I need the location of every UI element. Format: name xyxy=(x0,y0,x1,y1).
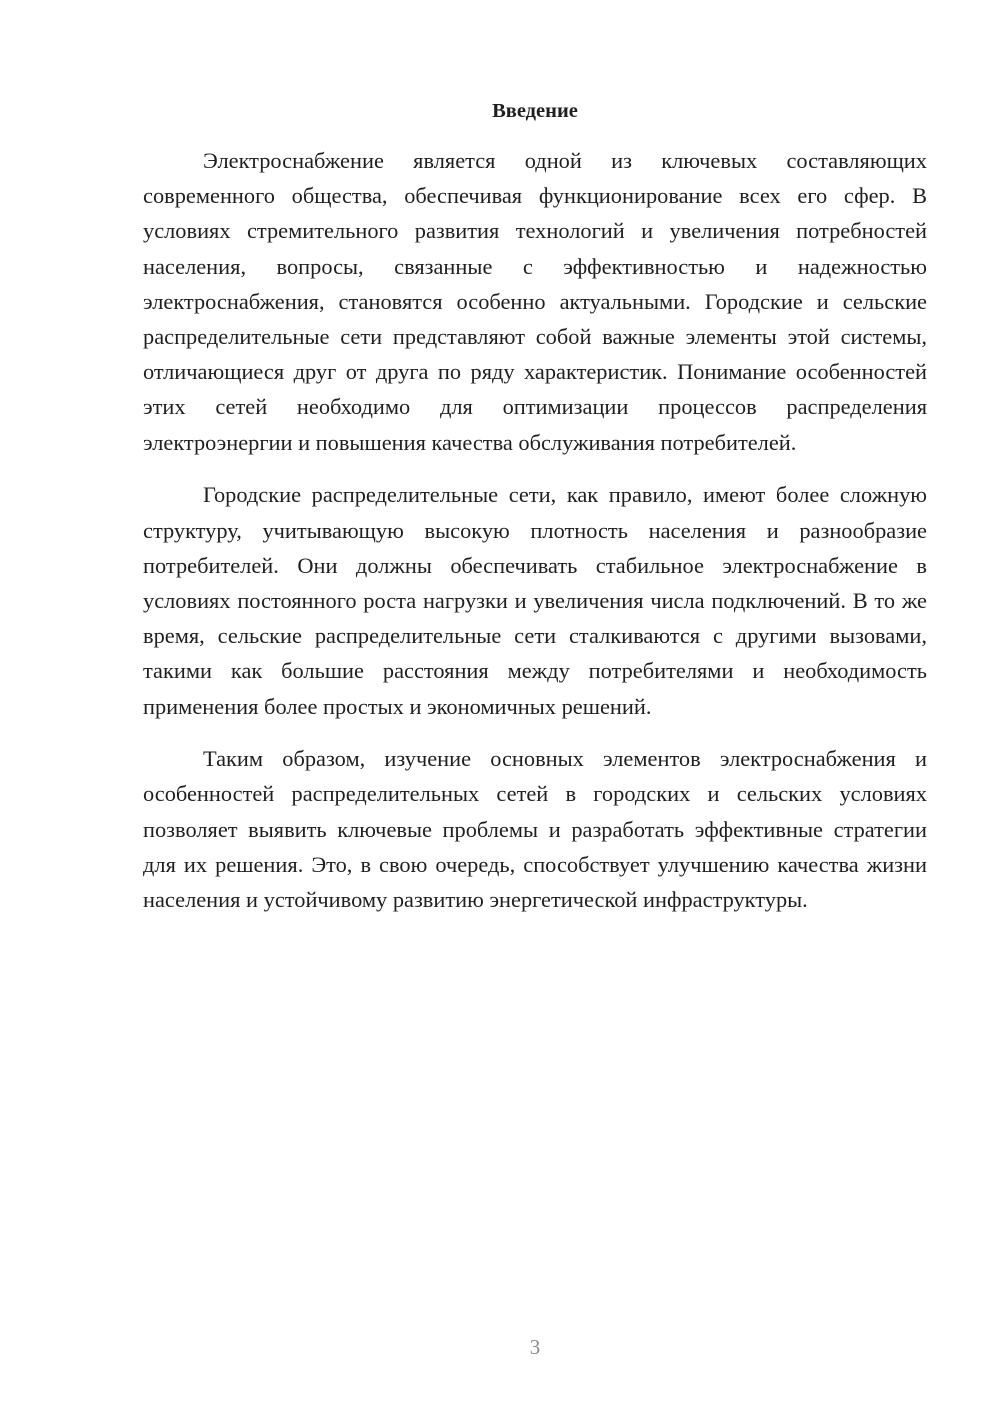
page-number: 3 xyxy=(529,1335,541,1359)
section-title: Введение xyxy=(492,100,578,122)
document-body xyxy=(143,96,927,935)
paragraph-3: Таким образом, изучение основных элементов электроснабжения и особенностей распределительных сетей в городских и сельских условиях позволяет выявить ключевые проблемы и разработать эффективные стратегии для их решения. Это, в свою очередь, способствует улучшению качества жизни населения и устойчивому развитию энергетической инфраструктуры. xyxy=(143,746,927,913)
paragraph-1: Электроснабжение является одной из ключевых составляющих современного общества, обеспечивая функционирование всех его сфер. В условиях стремительного развития технологий и увеличения потребностей населения, вопросы, связанные с эффективностью и надежностью электроснабжения, становятся особенно актуальными. Городские и сельские распределительные сети представляют собой важные элементы этой системы, отличающиеся друг от друга по ряду характеристик. Понимание особенностей этих сетей необходимо для оптимизации процессов распределения электроэнергии и повышения качества обслуживания потребителей. xyxy=(143,148,927,455)
paragraph-2: Городские распределительные сети, как правило, имеют более сложную структуру, учитывающую высокую плотность населения и разнообразие потребителей. Они должны обеспечивать стабильное электроснабжение в условиях постоянного роста нагрузки и увеличения числа подключений. В то же время, сельские распределительные сети сталкиваются с другими вызовами, такими как большие расстояния между потребителями и необходимость применения более простых и экономичных решений. xyxy=(143,482,927,719)
